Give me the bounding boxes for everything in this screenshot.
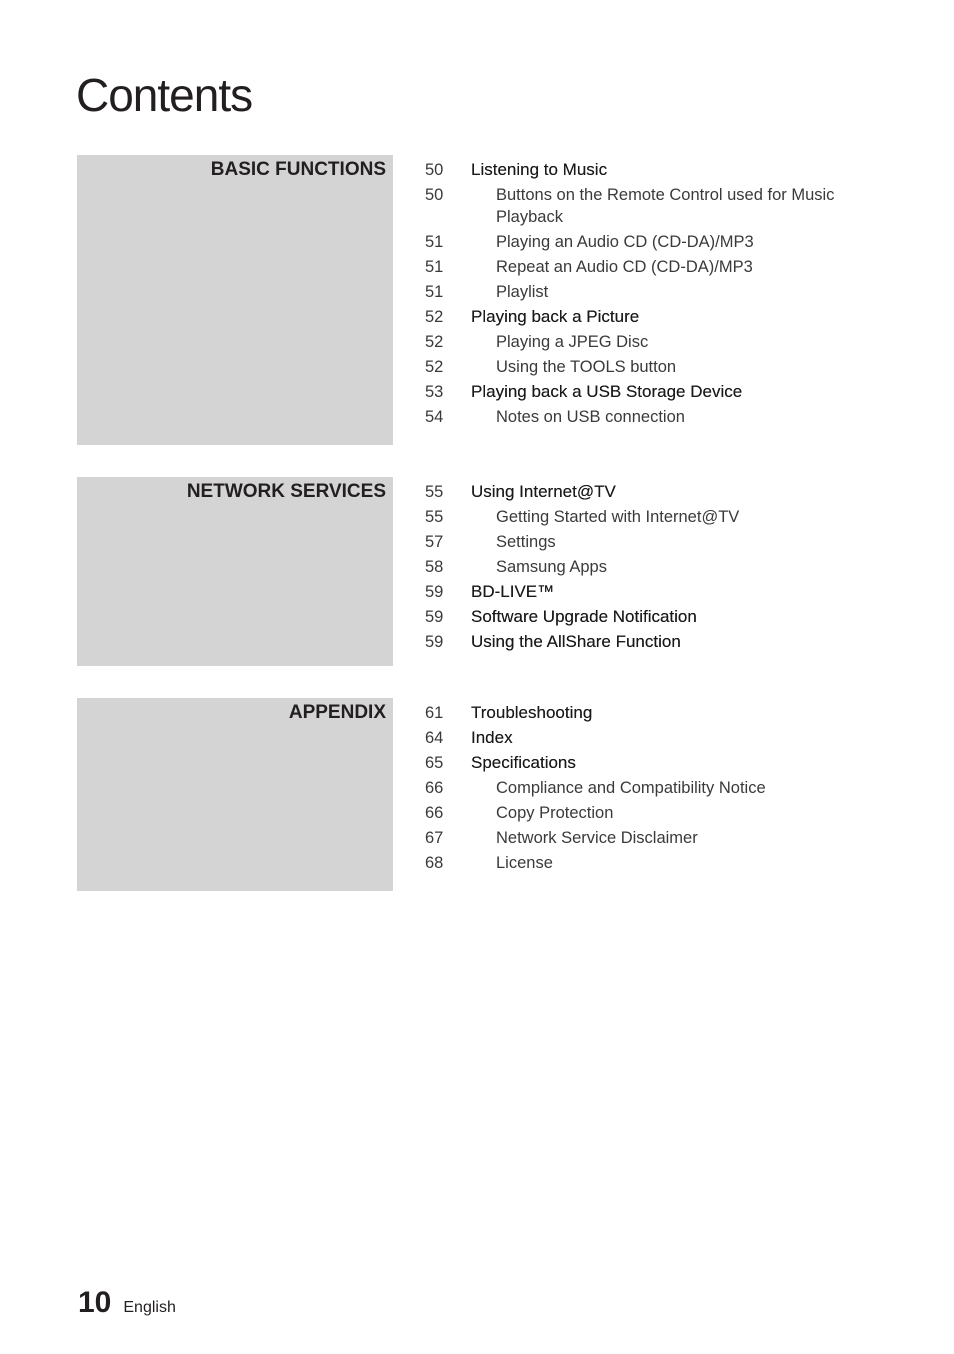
- toc-entry[interactable]: [413, 381, 843, 403]
- toc-entry[interactable]: [413, 752, 843, 774]
- section-label: NETWORK SERVICES: [186, 481, 386, 502]
- toc-entry[interactable]: [413, 506, 843, 528]
- toc-entry-page: 61: [425, 704, 444, 722]
- toc-entry-page: 58: [425, 558, 444, 576]
- page-language: English: [123, 1299, 176, 1316]
- section-entries: [413, 159, 843, 431]
- toc-entry[interactable]: [413, 306, 843, 328]
- toc-entry-title: License: [496, 854, 553, 872]
- toc-entry-page: 53: [425, 383, 444, 401]
- page-footer: [78, 1286, 176, 1320]
- toc-entry[interactable]: [413, 406, 843, 428]
- toc-entry-page: 50: [425, 186, 444, 204]
- toc-entry-page: 52: [425, 308, 444, 326]
- toc-entry-title: Notes on USB connection: [496, 408, 685, 426]
- toc-entry[interactable]: [413, 481, 843, 503]
- toc-entry-title: Getting Started with Internet@TV: [496, 508, 740, 526]
- toc-entry[interactable]: [413, 581, 843, 603]
- toc-entry-page: 66: [425, 779, 444, 797]
- toc-entry-page: 51: [425, 283, 444, 301]
- toc-entry-title: Listening to Music: [471, 160, 608, 179]
- toc-entry-page: 66: [425, 804, 444, 822]
- toc-entry-page: 65: [425, 754, 444, 772]
- toc-entry-page: 55: [425, 483, 444, 501]
- toc-entry[interactable]: [413, 281, 843, 303]
- toc-entry-title: Playing an Audio CD (CD-DA)/MP3: [496, 233, 754, 251]
- toc-entry-page: 59: [425, 583, 444, 601]
- toc-entry-title: Playing a JPEG Disc: [496, 333, 649, 351]
- toc-entry-title: Playing back a Picture: [471, 307, 640, 326]
- toc-entry-title: Using Internet@TV: [471, 482, 616, 501]
- toc-entry[interactable]: [413, 852, 843, 874]
- toc-entry[interactable]: [413, 556, 843, 578]
- toc-entry[interactable]: [413, 727, 843, 749]
- toc-entry[interactable]: [413, 256, 843, 278]
- section-label: BASIC FUNCTIONS: [210, 159, 386, 180]
- toc-entry-title: Specifications: [471, 753, 576, 772]
- toc-entry-title: Troubleshooting: [471, 703, 593, 722]
- toc-entry-page: 68: [425, 854, 444, 872]
- page-number: 10: [78, 1286, 112, 1319]
- toc-entry-title: Using the AllShare Function: [471, 632, 681, 651]
- toc-entry-page: 57: [425, 533, 444, 551]
- toc-entry-title: Playing back a USB Storage Device: [471, 382, 743, 401]
- toc-entry-page: 52: [425, 358, 444, 376]
- toc-entry-title: Copy Protection: [496, 804, 614, 822]
- toc-entry-title: Software Upgrade Notification: [471, 607, 697, 626]
- toc-entry-title: Settings: [496, 533, 556, 551]
- toc-entry-page: 52: [425, 333, 444, 351]
- section-header-box: [77, 155, 393, 445]
- toc-entry[interactable]: [413, 827, 843, 849]
- toc-entry-page: 64: [425, 729, 444, 747]
- toc-entry-title: Network Service Disclaimer: [496, 829, 698, 847]
- toc-entry-title: Repeat an Audio CD (CD-DA)/MP3: [496, 258, 753, 276]
- toc-entry-title: BD-LIVE™: [471, 582, 555, 601]
- toc-entry-page: 51: [425, 233, 444, 251]
- toc-entry[interactable]: [413, 702, 843, 724]
- toc-entry[interactable]: [413, 802, 843, 824]
- toc-entry-title: Samsung Apps: [496, 558, 607, 576]
- section-header-box: [77, 477, 393, 666]
- toc-entry[interactable]: [413, 184, 843, 228]
- toc-entry-page: 59: [425, 608, 444, 626]
- section-header-box: [77, 698, 393, 891]
- toc-entry-title: Playlist: [496, 283, 549, 301]
- page-title: Contents: [76, 69, 253, 121]
- toc-entry[interactable]: [413, 231, 843, 253]
- toc-entry-page: 54: [425, 408, 444, 426]
- toc-entry-page: 59: [425, 633, 444, 651]
- toc-entry[interactable]: [413, 531, 843, 553]
- toc-entry-page: 55: [425, 508, 444, 526]
- toc-entry-title: Compliance and Compatibility Notice: [496, 779, 766, 797]
- section-label: APPENDIX: [288, 702, 386, 723]
- toc-entry[interactable]: [413, 631, 843, 653]
- toc-entry-page: 50: [425, 161, 444, 179]
- toc-entry-title: Buttons on the Remote Control used for Music Playback: [496, 186, 835, 226]
- section-entries: [413, 481, 843, 656]
- toc-entry-page: 67: [425, 829, 444, 847]
- section-entries: [413, 702, 843, 877]
- toc-entry-page: 51: [425, 258, 444, 276]
- toc-entry[interactable]: [413, 356, 843, 378]
- toc-entry[interactable]: [413, 159, 843, 181]
- toc-entry[interactable]: [413, 606, 843, 628]
- toc-entry[interactable]: [413, 331, 843, 353]
- toc-entry[interactable]: [413, 777, 843, 799]
- toc-entry-title: Using the TOOLS button: [496, 358, 677, 376]
- toc-entry-title: Index: [471, 728, 513, 747]
